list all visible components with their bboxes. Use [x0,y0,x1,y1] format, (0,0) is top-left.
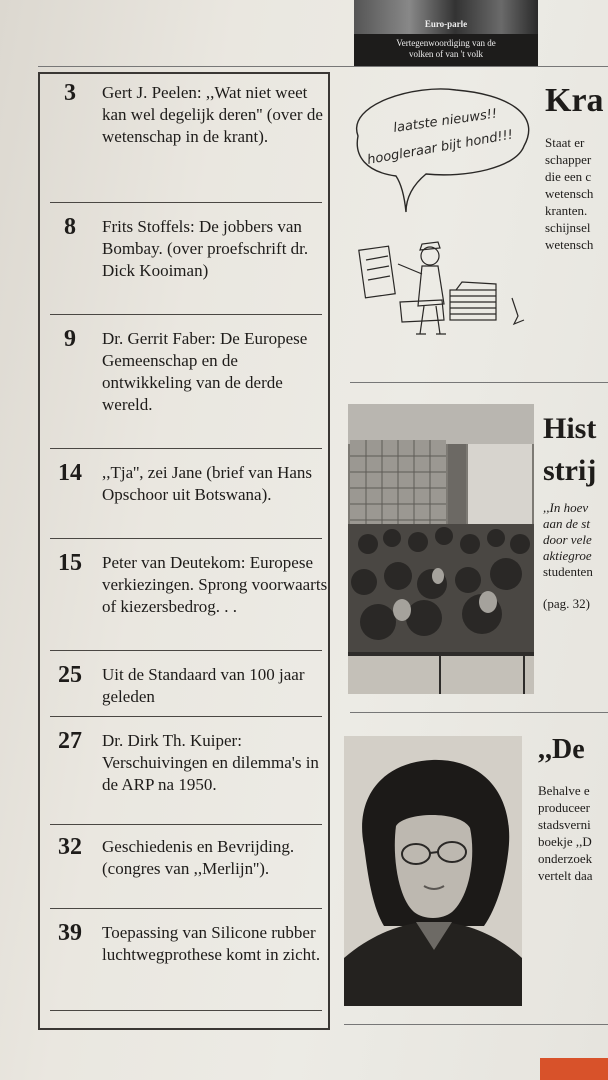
article-3-title: ,,De [538,734,585,765]
toc-separator [50,314,322,315]
article-1-title: Kra [545,82,604,119]
teaser-line: aan de st [543,516,590,531]
teaser-line: wetensch [545,186,594,201]
article-2-page-ref: (pag. 32) [543,596,590,611]
toc-page-number: 3 [64,80,76,106]
toc-page-number: 39 [58,920,82,946]
teaser-line: door vele [543,532,592,547]
teaser-line: Staat er [545,135,585,150]
divider [350,712,608,713]
teaser-line: die een c [545,169,592,184]
article-2-title-line-2: strij [543,454,597,487]
article-3-teaser [538,782,593,884]
teaser-line: wetensch [545,237,594,252]
top-photo [354,0,538,66]
toc-page-number: 9 [64,326,76,352]
toc-separator [50,650,322,651]
toc-page-number: 8 [64,214,76,240]
toc-separator [50,908,322,909]
toc-text: Peter van Deutekom: Europese verkiezingen. Sprong voorwaarts of kiezersbedrog. . . [102,553,328,616]
toc-separator [50,538,322,539]
divider-bottom [344,1024,608,1025]
article-2-title [543,408,596,492]
lecture-hall-photo [348,404,534,694]
toc-separator [50,716,322,717]
toc-text: Dr. Dirk Th. Kuiper: Verschuivingen en dilemma's in de ARP na 1950. [102,731,319,794]
toc-text: Uit de Standaard van 100 jaar geleden [102,665,305,706]
newsboy-figure [359,242,446,334]
toc-text: Dr. Gerrit Faber: De Europese Gemeenschap en de ontwikkeling van de derde wereld. [102,329,308,414]
toc-page-number: 25 [58,662,82,688]
toc-separator [50,1010,322,1011]
photo-caption-title: Euro-parle [424,19,468,29]
article-2-teaser [543,500,593,580]
teaser-line: aktiegroe [543,548,592,563]
toc-text: Geschiedenis en Bevrijding. (congres van ,,Merlijn''). [102,837,295,878]
teaser-line: produceer [538,800,590,815]
toc-separator [50,448,322,449]
portrait-image [344,736,522,1006]
article-2-title-line-1: Hist [543,412,597,445]
speech-bubble-line-1: laatste nieuws!! [392,106,499,136]
teaser-line: Behalve e [538,783,590,798]
toc-page-number: 32 [58,834,82,860]
speech-bubble-line-2: hoogleraar bijt hond!!! [366,127,515,168]
cartoon-illustration [346,84,536,354]
cartoon-drawing [346,84,536,354]
newspaper-stack [450,282,496,320]
toc-text: Toepassing van Silicone rubber luchtwegprothese komt in zicht. [102,923,321,964]
teaser-line: ,,In hoev [543,500,589,515]
teaser-line: schapper [545,152,592,167]
toc-separator [50,202,322,203]
toc-page-number: 14 [58,460,82,486]
cover-edge [540,1058,608,1080]
photo-caption-line-2: volken of van 't volk [408,49,484,59]
toc-text: ,,Tja'', zei Jane (brief van Hans Opschoor uit Botswana). [102,463,313,504]
photo-caption [354,38,538,60]
portrait-photo [344,736,522,1006]
toc-page-number: 15 [58,550,82,576]
table-of-contents [38,72,330,1030]
article-1-teaser [545,134,608,253]
signature [512,298,524,324]
toc-text: Gert J. Peelen: ,,Wat niet weet kan wel degelijk deren'' (over de wetenschap in de krant). [102,83,323,146]
divider-top [38,66,608,67]
toc-page-number: 27 [58,728,82,754]
teaser-line: vertelt daa [538,868,593,883]
teaser-line: stadsverni [538,817,591,832]
teaser-line: schijnsel [545,220,591,235]
toc-separator [50,824,322,825]
toc-text: Frits Stoffels: De jobbers van Bombay. (over proefschrift dr. Dick Kooiman) [102,217,309,280]
divider [350,382,608,383]
teaser-line: kranten. [545,203,588,218]
lecture-hall-image [348,404,534,694]
photo-caption-line-1: Vertegenwoordiging van de [396,38,496,48]
teaser-line: boekje ,,D [538,834,592,849]
teaser-line: onderzoek [538,851,593,866]
teaser-line: studenten [543,564,593,579]
